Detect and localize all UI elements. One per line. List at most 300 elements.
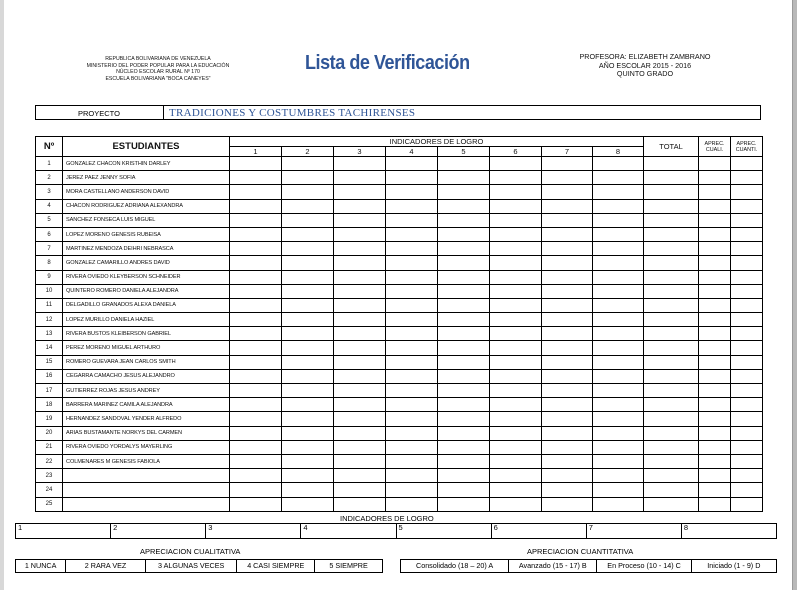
- indicator-cell: [593, 313, 644, 327]
- total-cell: [644, 185, 699, 199]
- aprec-cuali-cell: [699, 497, 731, 511]
- aprec-cuanti-cell: [731, 412, 763, 426]
- indicator-cell: [282, 227, 334, 241]
- indicator-cell: [593, 157, 644, 171]
- table-row: [36, 412, 763, 426]
- aprec-cuali-cell: [699, 341, 731, 355]
- indicator-cell: [230, 398, 282, 412]
- indicator-cell: [438, 313, 490, 327]
- cuali-scale-item: 1 NUNCA: [16, 560, 66, 572]
- indicator-cell: [386, 298, 438, 312]
- aprec-cuali-cell: [699, 369, 731, 383]
- indicator-cell: [438, 242, 490, 256]
- row-number: 4: [36, 199, 63, 213]
- table-row: [36, 426, 763, 440]
- aprec-cuali-cell: [699, 398, 731, 412]
- aprec-cuanti-cell: [731, 298, 763, 312]
- indicator-cell: [386, 369, 438, 383]
- indicator-cell: [334, 313, 386, 327]
- indicator-cell: [490, 454, 542, 468]
- table-row: [36, 213, 763, 227]
- indicator-cell: [282, 199, 334, 213]
- row-number: 2: [36, 171, 63, 185]
- indicator-cell: [386, 213, 438, 227]
- indicator-cell: [386, 171, 438, 185]
- student-name: SANCHEZ FONSECA LUIS MIGUEL: [63, 213, 230, 227]
- indicator-cell: [230, 213, 282, 227]
- indicator-cell: [386, 469, 438, 483]
- aprec-cuanti-cell: [731, 327, 763, 341]
- total-cell: [644, 313, 699, 327]
- indicator-cell: [542, 298, 593, 312]
- student-name: MARTINEZ MENDOZA DEIHRI NEBRASCA: [63, 242, 230, 256]
- indicator-cell: [282, 298, 334, 312]
- indicator-cell: [438, 398, 490, 412]
- indicator-cell: [438, 483, 490, 497]
- footer-indicator-box: 5: [397, 524, 492, 538]
- row-number: 10: [36, 284, 63, 298]
- aprec-cuanti-cell: [731, 227, 763, 241]
- indicator-cell: [334, 398, 386, 412]
- indicator-cell: [593, 384, 644, 398]
- aprec-cuanti-cell: [731, 171, 763, 185]
- indicator-cell: [438, 185, 490, 199]
- indicator-cell: [542, 440, 593, 454]
- indicator-cell: [282, 313, 334, 327]
- indicator-cell: [490, 497, 542, 511]
- indicator-cell: [490, 171, 542, 185]
- aprec-cuali-cell: [699, 270, 731, 284]
- indicator-cell: [438, 213, 490, 227]
- indicator-cell: [490, 398, 542, 412]
- footer-indicator-box: 8: [683, 523, 689, 532]
- indicator-cell: [542, 227, 593, 241]
- cuanti-scale-item: Avanzado (15 - 17) B: [509, 560, 597, 572]
- indicator-cell: [230, 327, 282, 341]
- table-row: [36, 454, 763, 468]
- indicator-cell: [593, 242, 644, 256]
- table-row: [36, 341, 763, 355]
- indicator-cell: [490, 213, 542, 227]
- indicator-cell: [334, 369, 386, 383]
- indicator-cell: [490, 412, 542, 426]
- row-number: 15: [36, 355, 63, 369]
- indicator-cell: [334, 157, 386, 171]
- indicator-cell: [386, 270, 438, 284]
- indicator-cell: [230, 384, 282, 398]
- total-cell: [644, 227, 699, 241]
- indicator-cell: [230, 270, 282, 284]
- indicator-cell: [334, 454, 386, 468]
- aprec-cuali-cell: [699, 313, 731, 327]
- total-cell: [644, 369, 699, 383]
- indicator-cell: [542, 341, 593, 355]
- aprec-cuali-cell: [699, 171, 731, 185]
- indicator-cell: [542, 242, 593, 256]
- aprec-cuanti-cell: [731, 185, 763, 199]
- indicator-cell: [593, 185, 644, 199]
- indicator-cell: [542, 398, 593, 412]
- aprec-cuali-cell: [699, 185, 731, 199]
- indicator-cell: [593, 440, 644, 454]
- aprec-cuali-cell: [699, 483, 731, 497]
- indicator-cell: [542, 157, 593, 171]
- student-name: QUINTERO ROMERO DANIELA ALEJANDRA: [63, 284, 230, 298]
- student-name: ARIAS BUSTAMANTE NORKYS DEL CARMEN: [63, 426, 230, 440]
- aprec-cuali-cell: [699, 355, 731, 369]
- indicator-cell: [282, 497, 334, 511]
- aprec-cuanti-cell: [731, 242, 763, 256]
- aprec-cuali-cell: [699, 384, 731, 398]
- indicator-cell: [334, 341, 386, 355]
- indicator-cell: [438, 157, 490, 171]
- project-box: [35, 105, 761, 120]
- indicator-cell: [230, 369, 282, 383]
- total-cell: [644, 398, 699, 412]
- institution-line: NÚCLEO ESCOLAR RURAL Nº 170: [116, 69, 200, 76]
- aprec-cuali-cell: [699, 440, 731, 454]
- table-row: [36, 298, 763, 312]
- cuali-scale-item: 2 RARA VEZ: [66, 560, 146, 572]
- indicator-cell: [490, 327, 542, 341]
- indicator-cell: [438, 270, 490, 284]
- indicator-cell: [542, 270, 593, 284]
- indicator-cell: [386, 398, 438, 412]
- total-cell: [644, 440, 699, 454]
- total-cell: [644, 327, 699, 341]
- student-name: GONZALEZ CAMARILLO ANDRES DAVID: [63, 256, 230, 270]
- student-name: MORA CASTELLANO ANDERSON DAVID: [63, 185, 230, 199]
- indicator-number-header: 6: [490, 147, 542, 157]
- indicator-cell: [438, 327, 490, 341]
- indicator-cell: [282, 469, 334, 483]
- aprec-cuali-cell: [699, 426, 731, 440]
- student-name: RIVERA OVIEDO YORDALYS MAYERLING: [63, 440, 230, 454]
- table-row: [36, 242, 763, 256]
- indicator-cell: [386, 327, 438, 341]
- indicator-cell: [438, 426, 490, 440]
- indicator-cell: [230, 497, 282, 511]
- table-row: [36, 398, 763, 412]
- aprec-cuanti-cell: [731, 469, 763, 483]
- footer-indicator-box: 2: [111, 524, 206, 538]
- school-year-line: AÑO ESCOLAR 2015 - 2016: [598, 60, 692, 70]
- total-cell: [644, 242, 699, 256]
- table-row: [36, 327, 763, 341]
- teacher-line: PROFESORA: ELIZABETH ZAMBRANO: [579, 52, 711, 61]
- indicator-cell: [542, 313, 593, 327]
- table-row: [36, 369, 763, 383]
- indicator-cell: [282, 355, 334, 369]
- indicator-cell: [490, 284, 542, 298]
- indicator-cell: [386, 341, 438, 355]
- cuanti-scale: [400, 559, 777, 573]
- table-row: [36, 157, 763, 171]
- row-number: 14: [36, 341, 63, 355]
- indicator-cell: [490, 440, 542, 454]
- student-name: CEGARRA CAMACHO JESUS ALEJANDRO: [63, 369, 230, 383]
- aprec-cuali-cell: [699, 213, 731, 227]
- student-name: DELGADILLO GRANADOS ALEXA DANIELA: [63, 298, 230, 312]
- indicator-cell: [438, 199, 490, 213]
- aprec-cuanti-cell: [731, 157, 763, 171]
- indicator-cell: [438, 440, 490, 454]
- indicator-cell: [282, 213, 334, 227]
- total-cell: [644, 426, 699, 440]
- indicator-cell: [282, 440, 334, 454]
- cuali-scale-item: 5 SIEMPRE: [329, 561, 368, 570]
- indicator-cell: [593, 270, 644, 284]
- indicator-cell: [386, 440, 438, 454]
- indicator-cell: [386, 199, 438, 213]
- indicator-cell: [230, 199, 282, 213]
- indicator-cell: [282, 327, 334, 341]
- indicator-cell: [386, 426, 438, 440]
- cuanti-scale-item: Iniciado (1 - 9) D: [707, 561, 761, 570]
- indicator-cell: [230, 440, 282, 454]
- table-row: [36, 270, 763, 284]
- institution-header: [58, 56, 258, 82]
- indicator-cell: [230, 454, 282, 468]
- row-number: 11: [36, 298, 63, 312]
- aprec-cuali-cell: [699, 298, 731, 312]
- student-name: RIVERA BUSTOS KLEIBERSON GABRIEL: [63, 327, 230, 341]
- indicator-cell: [438, 469, 490, 483]
- indicator-cell: [334, 327, 386, 341]
- indicator-cell: [386, 284, 438, 298]
- student-name: CHACON RODRIGUEZ ADRIANA ALEXANDRA: [63, 199, 230, 213]
- indicator-cell: [542, 355, 593, 369]
- total-cell: [644, 341, 699, 355]
- total-cell: [644, 270, 699, 284]
- indicator-cell: [386, 313, 438, 327]
- aprec-cuanti-cell: [731, 199, 763, 213]
- indicator-cell: [490, 270, 542, 284]
- indicator-cell: [593, 284, 644, 298]
- indicator-cell: [542, 171, 593, 185]
- indicator-cell: [438, 454, 490, 468]
- row-number: 3: [36, 185, 63, 199]
- indicator-cell: [334, 213, 386, 227]
- indicator-cell: [230, 284, 282, 298]
- indicator-cell: [542, 412, 593, 426]
- indicator-cell: [593, 469, 644, 483]
- indicator-cell: [593, 199, 644, 213]
- aprec-cuali-header: APREC. CUALI.: [699, 137, 731, 157]
- indicator-cell: [282, 398, 334, 412]
- total-cell: [644, 298, 699, 312]
- indicator-cell: [593, 483, 644, 497]
- indicator-cell: [593, 355, 644, 369]
- indicator-cell: [438, 171, 490, 185]
- indicator-cell: [386, 497, 438, 511]
- indicator-cell: [282, 412, 334, 426]
- aprec-cuali-cell: [699, 227, 731, 241]
- indicator-cell: [593, 497, 644, 511]
- indicator-cell: [230, 242, 282, 256]
- table-row: [36, 227, 763, 241]
- row-number: 7: [36, 242, 63, 256]
- indicator-cell: [490, 298, 542, 312]
- indicator-cell: [593, 227, 644, 241]
- student-name: GUTIERREZ ROJAS JESUS ANDREY: [63, 384, 230, 398]
- aprec-cuanti-cell: [731, 440, 763, 454]
- indicator-cell: [386, 412, 438, 426]
- student-name: RIVERA OVIEDO KLEYBERSON SCHNEIDER: [63, 270, 230, 284]
- indicator-cell: [386, 185, 438, 199]
- aprec-cuali-cell: [699, 469, 731, 483]
- indicator-cell: [282, 426, 334, 440]
- cuali-title: APRECIACION CUALITATIVA: [140, 547, 241, 556]
- indicator-cell: [230, 313, 282, 327]
- indicator-cell: [490, 313, 542, 327]
- indicator-cell: [542, 327, 593, 341]
- aprec-cuanti-cell: [731, 369, 763, 383]
- indicator-cell: [230, 157, 282, 171]
- indicator-cell: [490, 227, 542, 241]
- indicator-cell: [542, 426, 593, 440]
- indicator-cell: [282, 341, 334, 355]
- indicators-header: INDICADORES DE LOGRO: [230, 137, 644, 147]
- indicator-cell: [230, 256, 282, 270]
- indicator-cell: [386, 483, 438, 497]
- indicator-cell: [282, 185, 334, 199]
- indicator-cell: [490, 341, 542, 355]
- indicator-cell: [386, 384, 438, 398]
- indicator-cell: [438, 298, 490, 312]
- project-value: TRADICIONES Y COSTUMBRES TACHIRENSES: [169, 107, 416, 119]
- indicator-cell: [593, 398, 644, 412]
- indicator-number-header: 3: [334, 147, 386, 157]
- project-label: PROYECTO: [78, 109, 120, 118]
- total-cell: [644, 454, 699, 468]
- indicator-cell: [334, 440, 386, 454]
- indicator-cell: [386, 242, 438, 256]
- indicator-number-header: 8: [593, 147, 644, 157]
- indicator-cell: [334, 171, 386, 185]
- indicator-number-header: 2: [282, 147, 334, 157]
- indicator-cell: [334, 256, 386, 270]
- indicator-cell: [334, 384, 386, 398]
- indicator-cell: [438, 341, 490, 355]
- table-row: [36, 171, 763, 185]
- indicator-cell: [334, 469, 386, 483]
- indicator-cell: [490, 256, 542, 270]
- indicator-cell: [438, 412, 490, 426]
- indicator-cell: [230, 426, 282, 440]
- indicator-cell: [490, 199, 542, 213]
- indicator-cell: [593, 213, 644, 227]
- footer-indicator-box: 7: [587, 524, 682, 538]
- table-row: [36, 199, 763, 213]
- student-name: GONZALEZ CHACON KRISTHIN DARLEY: [63, 157, 230, 171]
- row-number: 22: [36, 454, 63, 468]
- indicator-cell: [230, 185, 282, 199]
- aprec-cuali-cell: [699, 157, 731, 171]
- institution-line: REPUBLICA BOLIVARIANA DE VENEZUELA: [105, 56, 211, 62]
- cuanti-scale-item: Consolidado (18 – 20) A: [401, 560, 509, 572]
- indicator-cell: [593, 454, 644, 468]
- student-name: JEREZ PAEZ JENNY SOFIA: [63, 171, 230, 185]
- total-cell: [644, 171, 699, 185]
- col-students-header: ESTUDIANTES: [63, 137, 230, 157]
- project-divider: [163, 106, 164, 119]
- aprec-cuanti-cell: [731, 341, 763, 355]
- indicator-cell: [593, 298, 644, 312]
- table-row: [36, 384, 763, 398]
- indicator-cell: [542, 483, 593, 497]
- indicator-cell: [230, 355, 282, 369]
- aprec-cuanti-cell: [731, 270, 763, 284]
- indicator-cell: [593, 171, 644, 185]
- indicator-cell: [490, 355, 542, 369]
- row-number: 20: [36, 426, 63, 440]
- indicator-cell: [490, 185, 542, 199]
- table-row: [36, 483, 763, 497]
- aprec-cuanti-cell: [731, 384, 763, 398]
- row-number: 1: [36, 157, 63, 171]
- row-number: 6: [36, 227, 63, 241]
- footer-indicator-box: 4: [301, 524, 396, 538]
- indicator-cell: [438, 227, 490, 241]
- aprec-cuanti-cell: [731, 483, 763, 497]
- indicator-number-header: 1: [230, 147, 282, 157]
- indicator-cell: [542, 454, 593, 468]
- table-row: [36, 497, 763, 511]
- indicator-cell: [334, 227, 386, 241]
- indicator-cell: [334, 242, 386, 256]
- indicator-cell: [334, 497, 386, 511]
- indicator-cell: [230, 341, 282, 355]
- institution-line: MINISTERIO DEL PODER POPULAR PARA LA EDUCACIÓN: [86, 62, 230, 69]
- checklist-table: [35, 136, 763, 512]
- row-number: 12: [36, 313, 63, 327]
- total-cell: [644, 483, 699, 497]
- indicator-cell: [230, 412, 282, 426]
- indicator-cell: [282, 384, 334, 398]
- indicator-cell: [334, 270, 386, 284]
- indicator-cell: [438, 497, 490, 511]
- indicator-cell: [490, 483, 542, 497]
- total-cell: [644, 469, 699, 483]
- grade-line: QUINTO GRADO: [616, 69, 674, 79]
- indicator-cell: [230, 171, 282, 185]
- indicator-cell: [282, 483, 334, 497]
- indicator-cell: [542, 185, 593, 199]
- row-number: 16: [36, 369, 63, 383]
- footer-indicators-title: INDICADORES DE LOGRO: [340, 514, 434, 523]
- indicator-number-header: 5: [438, 147, 490, 157]
- aprec-cuanti-cell: [731, 398, 763, 412]
- indicator-cell: [542, 369, 593, 383]
- indicator-cell: [490, 384, 542, 398]
- cuali-scale-item: 4 CASI SIEMPRE: [237, 560, 315, 572]
- indicator-cell: [230, 469, 282, 483]
- cuali-scale-item: 3 ALGUNAS VECES: [146, 560, 238, 572]
- page-edge: [0, 0, 4, 590]
- aprec-cuanti-cell: [731, 313, 763, 327]
- row-number: 21: [36, 440, 63, 454]
- table-row: [36, 355, 763, 369]
- footer-indicator-box: 6: [492, 524, 587, 538]
- indicator-cell: [438, 384, 490, 398]
- cuanti-title: APRECIACION CUANTITATIVA: [527, 547, 634, 556]
- total-cell: [644, 199, 699, 213]
- indicator-cell: [542, 469, 593, 483]
- aprec-cuali-cell: [699, 327, 731, 341]
- aprec-cuanti-cell: [731, 454, 763, 468]
- aprec-cuanti-cell: [731, 355, 763, 369]
